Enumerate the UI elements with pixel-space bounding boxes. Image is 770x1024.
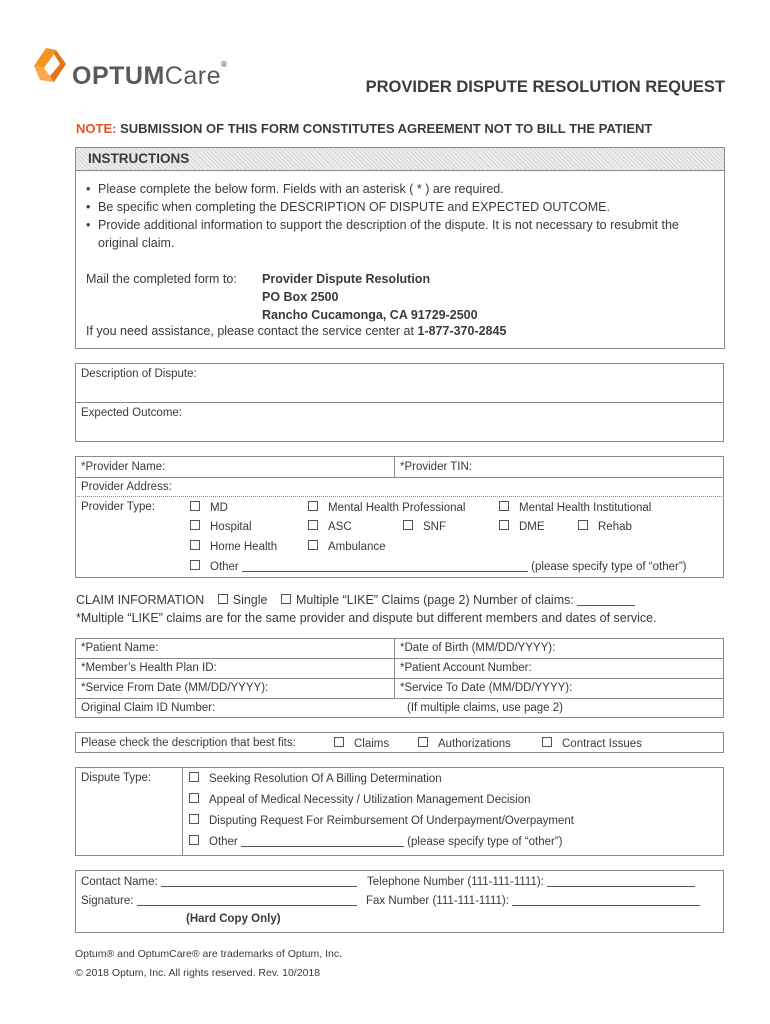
original-claim-id-field[interactable]: Original Claim ID Number: <box>81 702 216 714</box>
description-of-dispute-field[interactable]: Description of Dispute: <box>81 368 197 380</box>
copyright-notice: © 2018 Optum, Inc. All rights reserved. Rev. 10/2018 <box>75 967 321 979</box>
type-mhi-option[interactable]: Mental Health Institutional <box>499 501 651 514</box>
type-dme-option[interactable]: DME <box>499 520 545 533</box>
claim-information-line <box>76 593 635 607</box>
date-of-birth-field[interactable]: *Date of Birth (MM/DD/YYYY): <box>400 642 556 654</box>
service-from-date-field[interactable]: *Service From Date (MM/DD/YYYY): <box>81 682 269 694</box>
instruction-bullet: • Please complete the below form. Fields with an asterisk ( * ) are required. <box>86 180 716 198</box>
type-md-option[interactable]: MD <box>190 501 228 514</box>
contact-name-input[interactable] <box>161 875 357 887</box>
single-claim-checkbox[interactable] <box>218 594 228 604</box>
health-plan-id-field[interactable]: *Member’s Health Plan ID: <box>81 662 217 674</box>
contract-issues-option[interactable]: Contract Issues <box>542 737 642 750</box>
trademark-notice: Optum® and OptumCare® are trademarks of Optum, Inc. <box>75 948 342 960</box>
type-other-option[interactable]: Other (please specify type of “other”) <box>190 560 687 573</box>
description-check-label: Please check the description that best fits: <box>81 737 296 749</box>
checkbox[interactable] <box>189 835 199 845</box>
contact-name-field[interactable]: Contact Name: <box>81 875 357 888</box>
fax-field[interactable]: Fax Number (111-111-1111): <box>366 894 700 907</box>
dispute-medical-necessity-option[interactable]: Appeal of Medical Necessity / Utilization Management Decision <box>189 793 531 806</box>
logo-wordmark: OPTUMCare® <box>72 60 228 90</box>
checkbox[interactable] <box>308 501 318 511</box>
address-line: Rancho Cucamonga, CA 91729-2500 <box>262 308 478 322</box>
claim-info-label: CLAIM INFORMATION <box>76 593 205 607</box>
single-label: Single <box>232 593 268 607</box>
multiple-claims-checkbox[interactable] <box>281 594 291 604</box>
number-of-claims-input[interactable] <box>577 594 635 606</box>
checkbox[interactable] <box>189 793 199 803</box>
checkbox[interactable] <box>578 520 588 530</box>
telephone-input[interactable] <box>547 875 695 887</box>
checkbox[interactable] <box>499 501 509 511</box>
provider-tin-field[interactable]: *Provider TIN: <box>400 461 473 473</box>
service-phone: 1-877-370-2845 <box>417 324 507 338</box>
expected-outcome-field[interactable]: Expected Outcome: <box>81 407 182 419</box>
type-snf-option[interactable]: SNF <box>403 520 446 533</box>
dispute-type-label: Dispute Type: <box>81 772 152 784</box>
type-hospital-option[interactable]: Hospital <box>190 520 252 533</box>
type-asc-option[interactable]: ASC <box>308 520 352 533</box>
optumcare-logo <box>32 44 252 104</box>
telephone-field[interactable]: Telephone Number (111-111-1111): <box>367 875 695 888</box>
optum-logo-icon <box>32 44 70 88</box>
signature-input[interactable] <box>137 894 357 906</box>
service-to-date-field[interactable]: *Service To Date (MM/DD/YYYY): <box>400 682 573 694</box>
hard-copy-note: (Hard Copy Only) <box>186 913 281 925</box>
type-home-health-option[interactable]: Home Health <box>190 540 277 553</box>
checkbox[interactable] <box>189 814 199 824</box>
checkbox[interactable] <box>308 520 318 530</box>
dispute-reimbursement-option[interactable]: Disputing Request For Reimbursement Of Underpayment/Overpayment <box>189 814 574 827</box>
type-mhp-option[interactable]: Mental Health Professional <box>308 501 465 514</box>
assist-text: If you need assistance, please contact the service center at <box>86 324 418 338</box>
note-label: NOTE: <box>76 121 117 136</box>
instructions-header <box>76 148 724 171</box>
multiple-claims-hint: (If multiple claims, use page 2) <box>407 702 563 714</box>
address-line: Provider Dispute Resolution <box>262 272 431 286</box>
instruction-bullet: • Provide additional information to support the description of the dispute. It is not necessary to resubmit the original claim. <box>86 216 716 252</box>
mail-block <box>86 270 478 322</box>
checkbox[interactable] <box>190 501 200 511</box>
dispute-other-input[interactable] <box>241 835 404 847</box>
instructions-list <box>86 180 716 252</box>
assistance-line <box>86 324 506 338</box>
instruction-bullet: • Be specific when completing the DESCRIPTION OF DISPUTE and EXPECTED OUTCOME. <box>86 198 716 216</box>
provider-address-field[interactable]: Provider Address: <box>81 481 172 493</box>
instructions-heading: INSTRUCTIONS <box>88 151 190 166</box>
authorizations-option[interactable]: Authorizations <box>418 737 511 750</box>
note-line <box>76 121 652 136</box>
type-ambulance-option[interactable]: Ambulance <box>308 540 386 553</box>
claims-option[interactable]: Claims <box>334 737 389 750</box>
checkbox[interactable] <box>334 737 344 747</box>
checkbox[interactable] <box>403 520 413 530</box>
mail-address <box>262 270 478 324</box>
checkbox[interactable] <box>190 520 200 530</box>
mail-label: Mail the completed form to: <box>86 272 237 286</box>
checkbox[interactable] <box>190 560 200 570</box>
patient-name-field[interactable]: *Patient Name: <box>81 642 159 654</box>
address-line: PO Box 2500 <box>262 290 339 304</box>
checkbox[interactable] <box>542 737 552 747</box>
signature-field[interactable]: Signature: <box>81 894 357 907</box>
dispute-billing-option[interactable]: Seeking Resolution Of A Billing Determination <box>189 772 442 785</box>
provider-type-label: Provider Type: <box>81 501 155 513</box>
fax-input[interactable] <box>512 894 700 906</box>
other-type-hint: (please specify type of “other”) <box>531 561 687 573</box>
instructions-panel <box>75 147 725 349</box>
checkbox[interactable] <box>189 772 199 782</box>
dispute-other-option[interactable]: Other (please specify type of “other”) <box>189 835 563 848</box>
checkbox[interactable] <box>190 540 200 550</box>
other-type-input[interactable] <box>242 560 528 572</box>
form-title: PROVIDER DISPUTE RESOLUTION REQUEST <box>365 78 725 96</box>
note-text: SUBMISSION OF THIS FORM CONSTITUTES AGREEMENT NOT TO BILL THE PATIENT <box>120 121 653 136</box>
type-rehab-option[interactable]: Rehab <box>578 520 632 533</box>
checkbox[interactable] <box>308 540 318 550</box>
checkbox[interactable] <box>499 520 509 530</box>
multiple-claims-note: *Multiple “LIKE” claims are for the same provider and dispute but different members and dates of service. <box>76 611 657 625</box>
provider-name-field[interactable]: *Provider Name: <box>81 461 166 473</box>
checkbox[interactable] <box>418 737 428 747</box>
patient-account-field[interactable]: *Patient Account Number: <box>400 662 532 674</box>
multiple-label: Multiple “LIKE” Claims (page 2) Number of claims: <box>295 593 574 607</box>
dispute-other-hint: (please specify type of “other”) <box>407 836 563 848</box>
